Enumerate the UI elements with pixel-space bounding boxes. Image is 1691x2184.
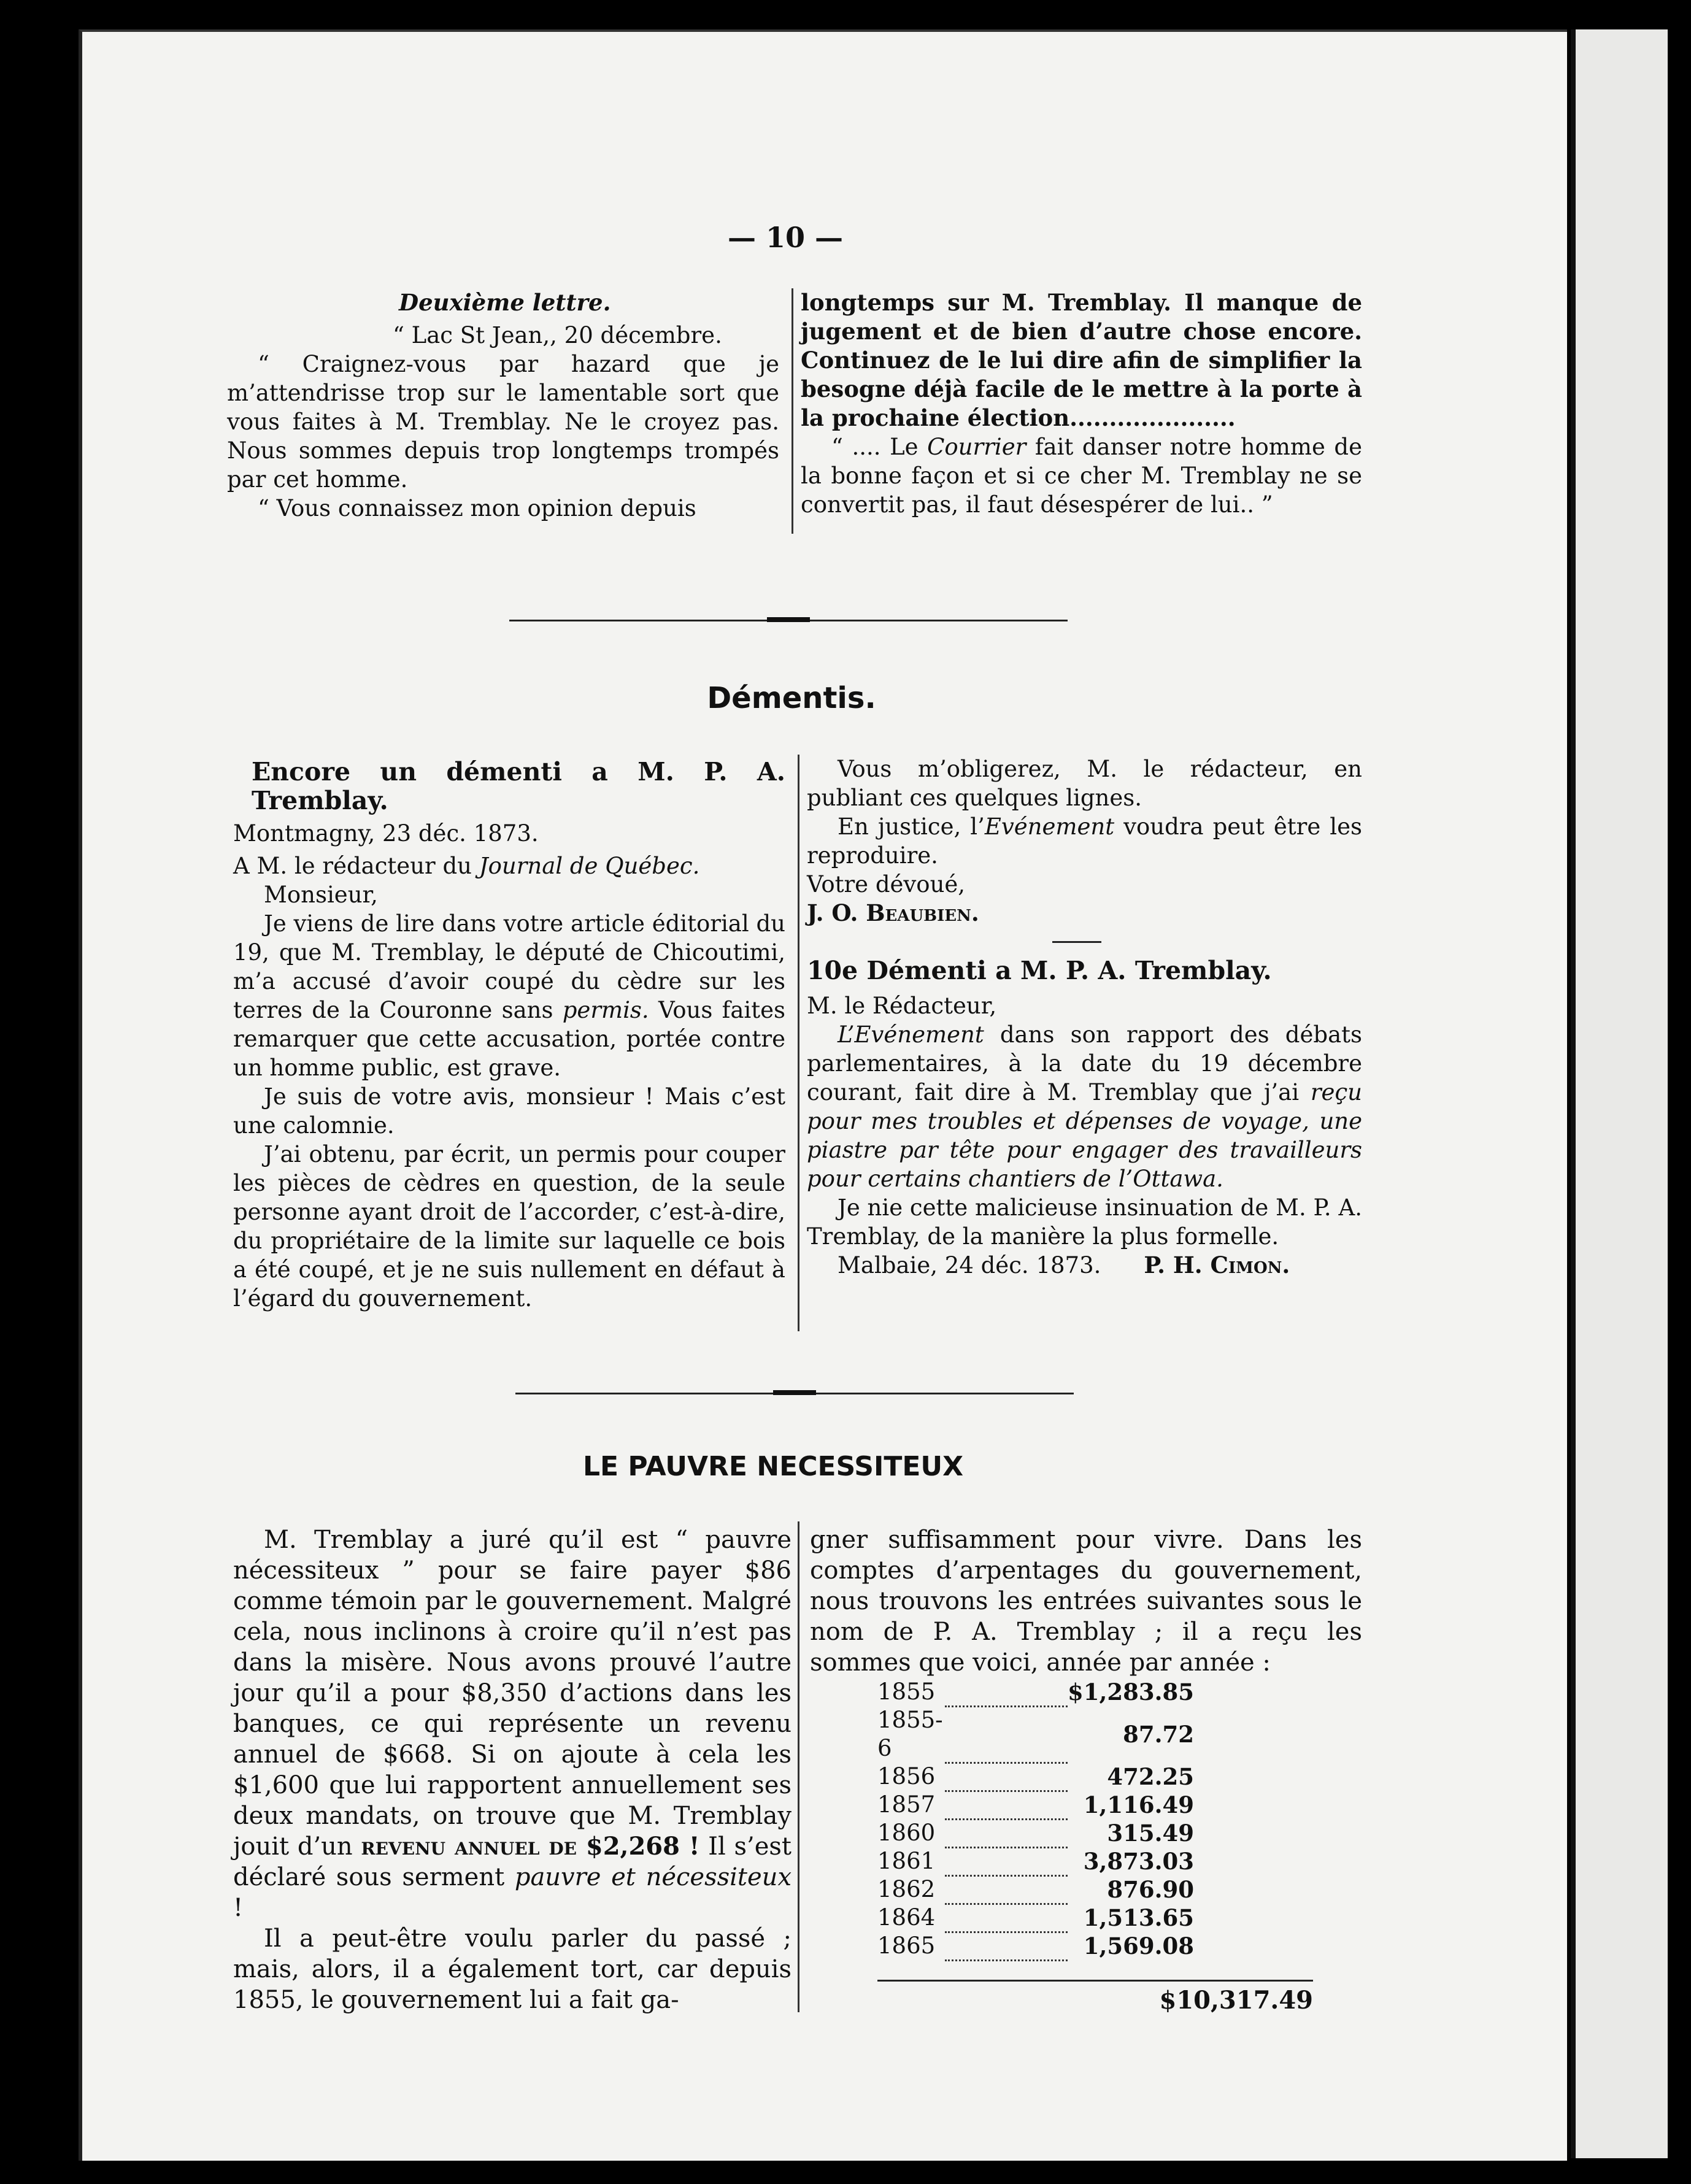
leader-dots: [945, 1678, 1068, 1706]
account-row: [877, 1875, 1194, 1904]
dementis-left-column: [233, 758, 785, 1313]
pauvre-left-p2: Il a peut-être voulu parler du passé ; mais, alors, il a également tort, car depuis 1855, le gouvernement lui a fait ga-: [233, 1924, 792, 2014]
letter2-heading: Deuxième lettre.: [399, 289, 611, 316]
account-amount: 472.25: [1107, 1763, 1194, 1790]
account-year: 1864: [877, 1904, 936, 1931]
account-year: 1856: [877, 1763, 936, 1790]
account-row: [877, 1678, 1194, 1706]
leader-dots: [945, 1932, 1068, 1960]
dementi-right-p3: L’Evénement dans son rapport des débats parlementaires, à la date du 19 décembre courant, fait dire à M. Tremblay que j’ai reçu pour mes troubles et dépenses de voyage, une piastre par tête pour engager des travailleurs pour certains chantiers de l’Ottawa.: [807, 1021, 1362, 1192]
account-year: 1861: [877, 1848, 936, 1874]
account-year: 1855: [877, 1678, 936, 1705]
page-number: — 10 —: [727, 221, 844, 254]
account-year: 1860: [877, 1820, 936, 1846]
accounts-table: [877, 1678, 1194, 1961]
column-divider: [798, 1521, 799, 2012]
dementi-heading-2: 10e Démenti a M. P. A. Tremblay.: [807, 956, 1272, 985]
pauvre-left-p1: M. Tremblay a juré qu’il est “ pauvre nécessiteux ” pour se faire payer $86 comme témoin par le gouvernement. Malgré cela, nous inclinons à croire qu’il n’est pas dans la misère. Nous avons prouvé l’autre jour qu’il a pour $8,350 d’actions dans les banques, ce qui représente un revenu annuel de $668. Si on ajoute à cela les $1,600 que lui rapportent annuellement ses deux mandats, on trouve que M. Tremblay jouit d’un revenu annuel de $2,268 ! Il s’est déclaré sous serment pauvre et nécessiteux !: [233, 1526, 792, 1922]
account-row: [877, 1819, 1194, 1847]
account-row: [877, 1932, 1194, 1960]
leader-dots: [945, 1847, 1068, 1875]
letter2-dateline: “ Lac St Jean,, 20 décembre.: [393, 322, 722, 348]
account-year: 1862: [877, 1876, 936, 1902]
column-divider: [792, 288, 793, 534]
account-amount: 1,513.65: [1083, 1904, 1194, 1931]
leader-dots: [945, 1904, 1068, 1932]
dementi-dateline-2: Malbaie, 24 déc. 1873. P. H. Cimon.: [838, 1252, 1290, 1278]
dementi-addressee: A M. le rédacteur du Journal de Québec.: [233, 853, 700, 879]
section-rule: [515, 1393, 1074, 1394]
dementi-dateline-1: Montmagny, 23 déc. 1873.: [233, 820, 539, 847]
dementi-left-p3: J’ai obtenu, par écrit, un permis pour couper les pièces de cèdres en question, de la seule personne ayant droit de l’accorder, c’est-à-dire, du propriétaire de la limite sur laquelle ce bois a été coupé, et je ne suis nullement en défaut à l’égard du gouvernement.: [233, 1141, 785, 1312]
dementi-salutation-1: Monsieur,: [264, 882, 378, 908]
accounts-total: $10,317.49: [877, 1980, 1313, 2016]
account-year: 1865: [877, 1932, 936, 1959]
dementi-right-p1: Vous m’obligerez, M. le rédacteur, en publiant ces quelques lignes.: [807, 756, 1362, 811]
dementi-right-p4: Je nie cette malicieuse insinuation de M. P. A. Tremblay, de la manière la plus formelle.: [807, 1194, 1362, 1250]
adjacent-page-edge: [1571, 29, 1668, 2158]
dementi-right-p2: En justice, l’Evénement voudra peut être les reproduire.: [807, 813, 1362, 869]
dementis-title: Démentis.: [707, 681, 876, 715]
leader-dots: [945, 1791, 1068, 1819]
account-row: [877, 1904, 1194, 1932]
account-row: [877, 1763, 1194, 1791]
letter2-p1: “ Craignez-vous par hazard que je m’attendrisse trop sur le lamentable sort que vous faites à M. Tremblay. Ne le croyez pas. Nous sommes depuis trop longtemps trompés par cet homme.: [227, 351, 779, 493]
account-amount: 3,873.03: [1083, 1848, 1194, 1875]
dementi-heading-1: Encore un démenti a M. P. A. Tremblay.: [252, 757, 785, 815]
letter2-p3: longtemps sur M. Tremblay. Il manque de jugement et de bien d’autre chose encore. Continuez de le lui dire afin de simplifier la besogne déjà facile de le mettre à la porte à la prochaine élection.....................: [801, 289, 1362, 431]
account-amount: 1,116.49: [1083, 1791, 1194, 1818]
account-row: [877, 1791, 1194, 1819]
column-divider: [798, 755, 799, 1331]
account-row: [877, 1706, 1194, 1763]
dementis-right-column: [807, 755, 1362, 1280]
account-amount: 876.90: [1107, 1876, 1194, 1903]
dementi-left-p1: Je viens de lire dans votre article éditorial du 19, que M. Tremblay, le député de Chicoutimi, m’a accusé d’avoir coupé du cèdre sur les terres de la Couronne sans permis. Vous faites remarquer que cette accusation, portée contre un homme public, est grave.: [233, 910, 786, 1081]
leader-dots: [945, 1706, 1068, 1763]
leader-dots: [945, 1875, 1068, 1904]
pauvre-left-column: [233, 1525, 792, 2015]
section-rule: [509, 620, 1068, 621]
leader-dots: [945, 1763, 1068, 1791]
account-amount: $1,283.85: [1068, 1678, 1194, 1705]
pauvre-title: LE PAUVRE NECESSITEUX: [582, 1451, 964, 1482]
dementi-left-p2: Je suis de votre avis, monsieur ! Mais c’est une calomnie.: [233, 1083, 785, 1139]
dementi-closing: Votre dévoué,: [807, 871, 966, 898]
account-year: 1855-6: [877, 1707, 943, 1761]
leader-dots: [945, 1819, 1068, 1847]
pauvre-right-column: [810, 1525, 1362, 2016]
letter2-left-column: [227, 288, 779, 523]
dementi-signature-1: J. O. Beaubien.: [807, 899, 979, 926]
letter2-right-column: [801, 288, 1362, 519]
account-amount: 87.72: [1123, 1721, 1194, 1748]
pauvre-right-p1: gner suffisamment pour vivre. Dans les comptes d’arpentages du gouvernement, nous trouvons les entrées suivantes sous le nom de P. A. Tremblay ; il a reçu les sommes que voici, année par année :: [810, 1526, 1362, 1677]
account-amount: 315.49: [1107, 1820, 1194, 1847]
account-row: [877, 1847, 1194, 1875]
account-amount: 1,569.08: [1083, 1932, 1194, 1959]
account-year: 1857: [877, 1791, 936, 1818]
dementi-salutation-2: M. le Rédacteur,: [807, 993, 997, 1019]
letter2-p2: “ Vous connaissez mon opinion depuis: [258, 495, 696, 521]
letter2-p4: “ .... Le Courrier fait danser notre homme de la bonne façon et si ce cher M. Tremblay ne se convertit pas, il faut désespérer de lui.. ”: [801, 434, 1362, 518]
short-rule: [1052, 941, 1101, 943]
